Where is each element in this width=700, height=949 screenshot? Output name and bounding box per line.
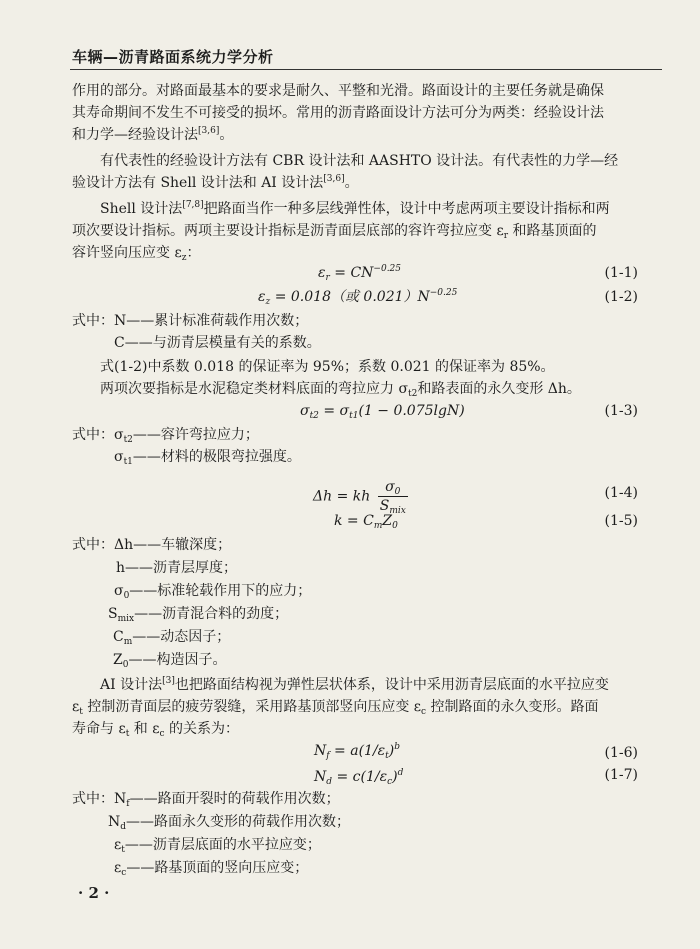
citation: [3] xyxy=(162,676,175,686)
variable-definition: $\sigma_0——$标准轮载作用下的应力； xyxy=(114,583,312,601)
header-rule xyxy=(70,69,662,70)
equation-1-4: Δh = kh $\frac{\sigma_0}{S_{mix}}$ xyxy=(313,479,406,516)
equation-1-1: $\varepsilon_r = CN^{-0.25}$ xyxy=(318,264,402,283)
equation-1-6: $N_f = a(1/\varepsilon_t)^b$ xyxy=(314,742,401,761)
equation-number: (1-6) xyxy=(604,745,638,761)
equation-1-7: $N_d = c(1/\varepsilon_c)^d$ xyxy=(314,768,404,787)
paragraph-line: 作用的部分。对路面最基本的要求是耐久、平整和光滑。路面设计的主要任务就是确保 xyxy=(72,83,604,99)
equation-1-3: $\sigma_{t2} = \sigma_{t1}(1 - 0.075\lg N)$ xyxy=(300,403,465,421)
variable-definition: $S_{mix}——$沥青混合料的劲度； xyxy=(108,606,289,624)
citation: [3,6] xyxy=(198,126,220,136)
variable-definition: $\varepsilon_t——$沥青层底面的水平拉应变； xyxy=(114,837,321,855)
citation: [3,6] xyxy=(323,174,345,184)
paragraph-line: 项次要设计指标。两项主要设计指标是沥青面层底部的容许弯拉应变 $\varepsilon_r$ 和路基顶面的 xyxy=(72,223,597,241)
paragraph-line: 和力学—经验设计法[3,6]。 xyxy=(72,126,234,143)
paragraph-line: 其寿命期间不发生不可接受的损坏。常用的沥青路面设计方法可分为两类：经验设计法 xyxy=(72,105,604,121)
variable-definition: h——沥青层厚度； xyxy=(116,560,238,576)
running-header: 车辆—沥青路面系统力学分析 xyxy=(72,48,274,66)
paragraph-line: 式(1-2)中系数 0.018 的保证率为 95%；系数 0.021 的保证率为 85%。 xyxy=(100,359,555,375)
equation-number: (1-7) xyxy=(604,767,638,783)
equation-number: (1-5) xyxy=(604,513,638,529)
variable-definition: $N_d——$路面永久变形的荷载作用次数； xyxy=(108,814,351,832)
fraction: $\frac{\sigma_0}{S_{mix}}$ xyxy=(379,479,406,516)
equation-number: (1-2) xyxy=(604,289,638,305)
paragraph-line: 寿命与 $\varepsilon_t$ 和 $\varepsilon_c$ 的关系为： xyxy=(72,721,239,739)
equation-1-5: $k = C_mZ_0$ xyxy=(334,513,398,531)
paragraph-line: Shell 设计法[7,8]把路面当作一种多层线弹性体，设计中考虑两项主要设计指标和两 xyxy=(100,200,610,217)
variable-definition: $\sigma_{t1}——$材料的极限弯拉强度。 xyxy=(114,449,301,467)
citation: [7,8] xyxy=(182,200,204,210)
paragraph-line: 验设计方法有 Shell 设计法和 AI 设计法[3,6]。 xyxy=(72,174,359,191)
paragraph-line: 容许竖向压应变 $\varepsilon_z$： xyxy=(72,245,201,263)
paragraph-line: AI 设计法[3]也把路面结构视为弹性层状体系，设计中采用沥青层底面的水平拉应变 xyxy=(100,676,609,693)
paragraph-line: $\varepsilon_t$ 控制沥青面层的疲劳裂缝，采用路基顶部竖向压应变 $\varepsilon_c$ 控制路面的永久变形。路面 xyxy=(72,699,599,717)
equation-number: (1-1) xyxy=(604,265,638,281)
paragraph-line: 两项次要指标是水泥稳定类材料底面的弯拉应力 $\sigma_{t2}$和路表面的永久变形 Δh。 xyxy=(100,381,581,399)
variable-definition: 式中：$N_f——$路面开裂时的荷载作用次数； xyxy=(72,791,340,809)
variable-definition: $C_m——$动态因子； xyxy=(113,629,231,647)
variable-definition: $\varepsilon_c——$路基顶面的竖向压应变； xyxy=(114,860,309,878)
variable-definition: 式中：N——累计标准荷载作用次数； xyxy=(72,313,309,329)
variable-definition: 式中：$\sigma_{t2}——$容许弯拉应力； xyxy=(72,427,259,445)
equation-number: (1-4) xyxy=(604,485,638,501)
equation-1-2: $\varepsilon_z = 0.018$（或 $0.021)N^{-0.25}$ xyxy=(258,288,458,307)
page-number: · 2 · xyxy=(78,884,110,902)
equation-number: (1-3) xyxy=(604,403,638,419)
variable-definition: $Z_0——$构造因子。 xyxy=(113,652,227,670)
variable-definition: C——与沥青层模量有关的系数。 xyxy=(114,335,321,351)
variable-definition: 式中：Δh——车辙深度； xyxy=(72,537,232,553)
paragraph-line: 有代表性的经验设计方法有 CBR 设计法和 AASHTO 设计法。有代表性的力学—经 xyxy=(100,153,619,169)
